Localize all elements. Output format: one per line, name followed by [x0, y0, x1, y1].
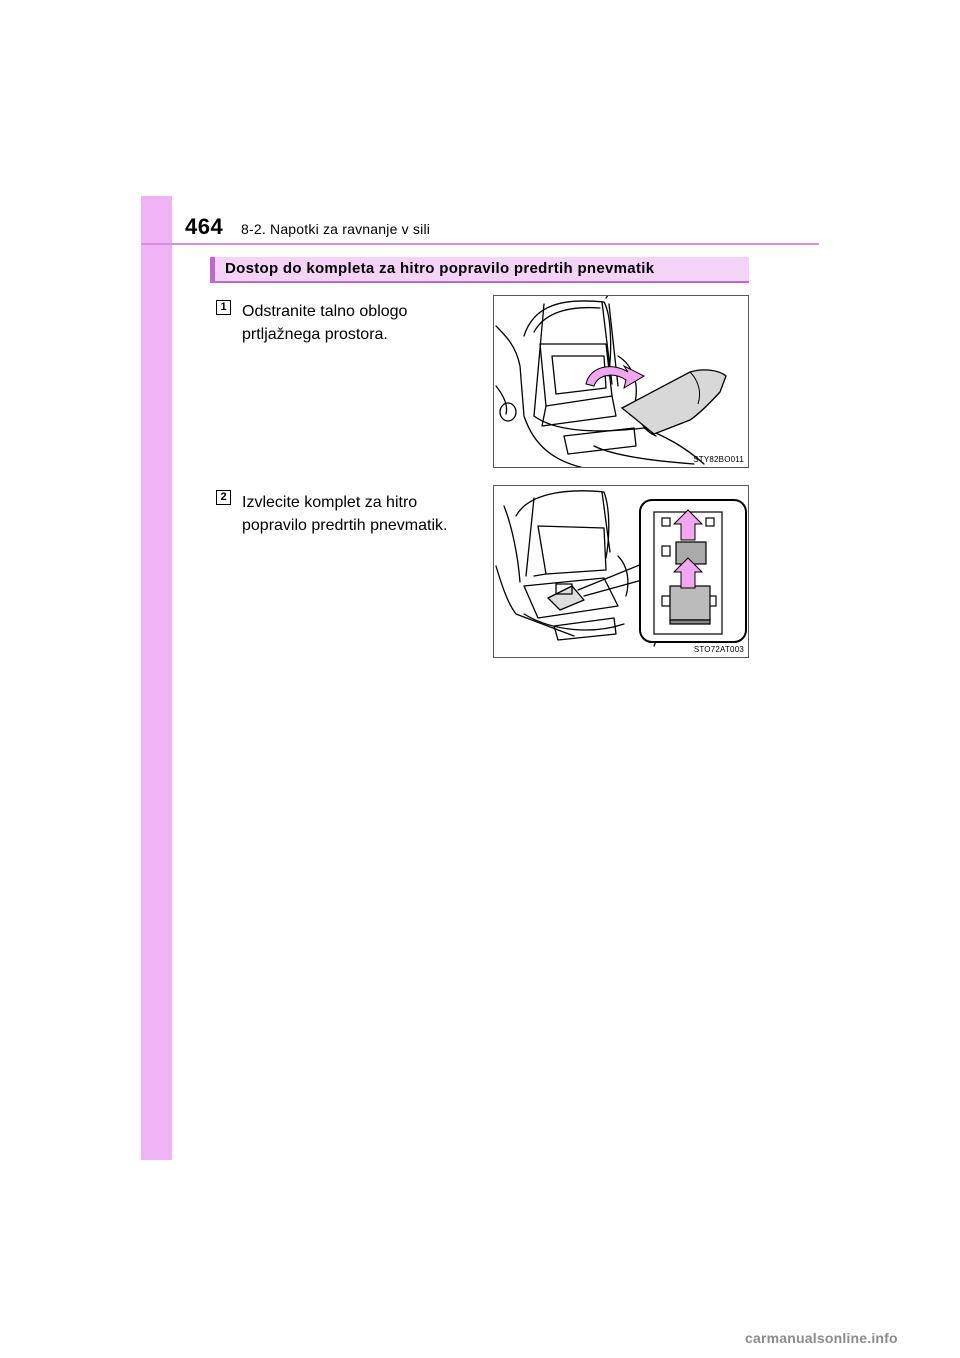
step-2-badge: 2	[216, 490, 231, 505]
page-number: 464	[185, 214, 224, 239]
step-1-text: Odstranite talno oblogo prtljažnega prostora.	[242, 303, 408, 343]
trunk-floor-cover-drawing	[494, 296, 749, 468]
image-code: STY82BO011	[693, 455, 744, 464]
step-2-illustration	[493, 485, 749, 658]
chapter-side-tab	[141, 196, 172, 1160]
step-2-text: Izvlecite komplet za hitro popravilo predrtih pnevmatik.	[242, 494, 448, 534]
image-code: STO72AT003	[693, 645, 744, 654]
section-heading: Dostop do kompleta za hitro popravilo predrtih pnevmatik	[210, 257, 749, 283]
step-1-badge: 1	[216, 300, 231, 315]
repair-kit-removal-drawing	[494, 486, 749, 658]
chapter-title: 8-2. Napotki za ravnanje v sili	[241, 221, 431, 237]
watermark: carmanualsonline.info	[745, 1330, 898, 1346]
header-divider	[141, 243, 819, 245]
step-1-illustration	[493, 295, 749, 468]
